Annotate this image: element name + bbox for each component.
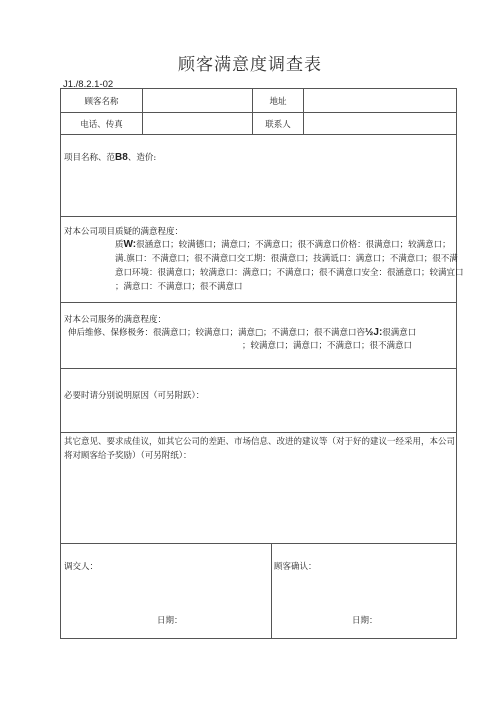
quality-heading: 对本公司项目质疑的满意程度： xyxy=(64,227,184,237)
service-line-1-suffix: 很满意口 xyxy=(382,328,417,338)
phone-label: 电话、传真 xyxy=(61,113,143,134)
project-section[interactable] xyxy=(61,135,456,217)
investigator-label: 调交人： xyxy=(64,562,99,572)
address-label: 地址 xyxy=(253,89,304,112)
customer-confirm-box[interactable] xyxy=(272,544,456,638)
info-row-name xyxy=(61,89,456,113)
page-title: 顾客满意度调查表 xyxy=(178,55,322,75)
signature-section xyxy=(61,544,456,638)
contact-field[interactable] xyxy=(304,113,456,134)
suggestion-line-2: 将对顾客给予奖励）（可另附纸）： xyxy=(64,451,192,461)
reason-label: 必要时请分别说明原因（可另附跃）： xyxy=(64,391,205,401)
customer-name-label: 顾客名称 xyxy=(61,89,143,112)
project-label-prefix: 项目名称、范 xyxy=(64,153,116,163)
phone-field[interactable] xyxy=(143,113,253,134)
service-heading: 对本公司服务的满意程度： xyxy=(64,315,167,325)
quality-line-4[interactable]: ；满意口：不满意口；很不满意口 xyxy=(115,282,243,292)
form-code: J1./8.2.1-02 xyxy=(63,79,114,90)
quality-section xyxy=(61,217,464,303)
quality-line-2[interactable]: 满.旗口：不满意口；很不满意口交工期：很满意口；技满诋口：满意口；不满意口；很不满 xyxy=(115,254,458,264)
investigator-box[interactable] xyxy=(61,544,272,638)
quality-line-1-rest: 很涵意口；较满德口；满意口；不满意口；很不满意口价格：很满意口；较满意口； xyxy=(136,240,451,250)
quality-line-1[interactable] xyxy=(115,238,451,252)
customer-name-field[interactable] xyxy=(143,89,253,112)
project-label-suffix: 、造价: xyxy=(127,153,157,163)
quality-line-1-mark: W: xyxy=(123,239,137,250)
service-line-1-mark: ½J: xyxy=(365,327,383,338)
customer-confirm-label: 顾客确认： xyxy=(274,562,317,572)
survey-form xyxy=(60,88,464,639)
quality-line-1-prefix: 质 xyxy=(115,240,124,250)
project-label xyxy=(64,151,156,165)
investigator-date-label: 日期： xyxy=(157,616,183,626)
quality-line-3[interactable]: 意口环境：很满意口；较满意口：满意口；不满意口；很不满意口安全：很涵意口；较满宜口 xyxy=(115,268,464,278)
suggestion-line-1: 其它意见、要求成佳议，如其它公司的差距、市场信息、改进的建议等（对于好的建议一经采用，本公司 xyxy=(64,437,456,447)
service-section xyxy=(61,303,456,369)
address-field[interactable] xyxy=(304,89,456,112)
service-line-2[interactable]: ；较满意口；满意口；不满意口；很不满意口 xyxy=(242,341,413,351)
reason-section[interactable] xyxy=(61,369,456,433)
suggestion-section[interactable] xyxy=(61,433,456,544)
service-line-1[interactable] xyxy=(68,326,416,340)
service-line-1-prefix: 伸后维修、保修极务：很满意口；较满意口；满意□；不满意口；很不满意口咨 xyxy=(68,328,366,338)
customer-date-label: 日期： xyxy=(352,616,378,626)
info-row-phone xyxy=(61,113,456,135)
project-label-mark: B8 xyxy=(115,152,128,163)
contact-label: 联系人 xyxy=(253,113,304,134)
